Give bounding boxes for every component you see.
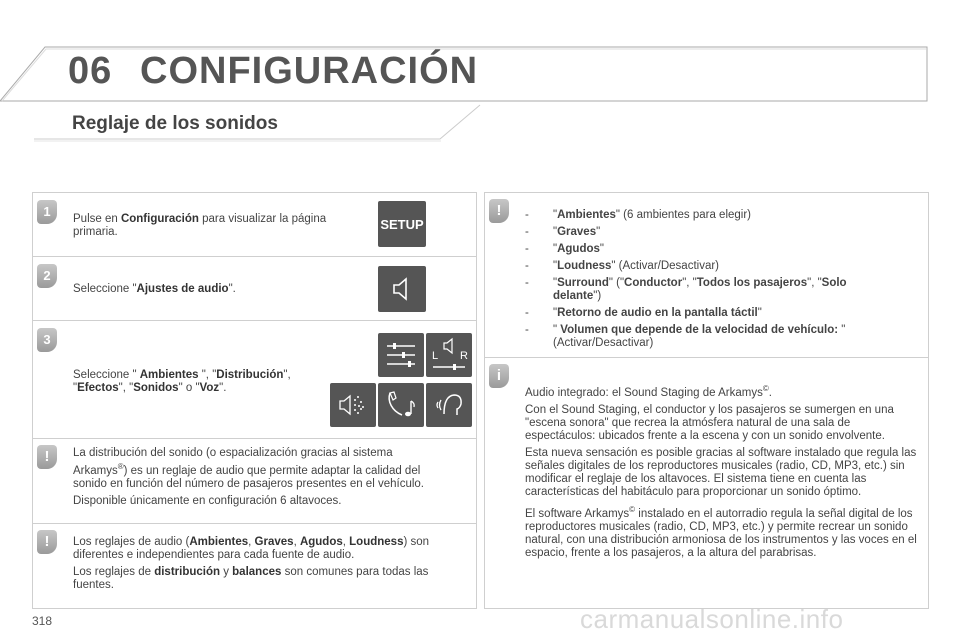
distribution-lr-icon bbox=[426, 333, 472, 377]
sounds-music-note-icon bbox=[378, 383, 424, 427]
step-3 bbox=[33, 321, 476, 439]
step-badge: 2 bbox=[37, 264, 57, 288]
section-title: Reglaje de los sonidos bbox=[72, 113, 278, 134]
list-item: - "Loudness" (Activar/Desactivar) bbox=[525, 260, 720, 272]
list-item: - "Retorno de audio en la pantalla táctil" bbox=[525, 307, 762, 319]
info-icon: i bbox=[489, 364, 509, 388]
warning-icon: ! bbox=[37, 445, 57, 469]
voice-icon bbox=[426, 383, 472, 427]
options-list bbox=[525, 209, 885, 354]
step-2-text: Seleccione "Ajustes de audio". bbox=[73, 283, 236, 295]
page-number: 318 bbox=[32, 614, 53, 628]
options-panel bbox=[484, 192, 929, 609]
info-note-distribution-text: La distribución del sonido (o espacialización gracias al sistema Arkamys®) es un reglaje de audio que permite adaptar la calidad del sonido en función del número de pasajeros presentes en el vehículo. Disponible únicamente en configuración 6 altavoces. bbox=[73, 447, 424, 507]
chapter-number: 06 bbox=[68, 50, 113, 92]
audio-options-list bbox=[485, 193, 928, 358]
effects-speaker-icon bbox=[330, 383, 376, 427]
step-badge: 1 bbox=[37, 200, 57, 224]
step-badge: 3 bbox=[37, 328, 57, 352]
list-item: - "Graves" bbox=[525, 226, 601, 238]
info-note-audio-settings-text: Los reglajes de audio (Ambientes, Graves, Agudos, Loudness) son diferentes e independientes para cada fuente de audio. Los reglajes de distribución y balances son comunes para todas las fuentes. bbox=[73, 536, 430, 591]
list-item: - "Agudos" bbox=[525, 243, 604, 255]
setup-button-icon: SETUP bbox=[378, 201, 426, 247]
step-1-text: Pulse en Configuración para visualizar la página primaria. bbox=[73, 213, 327, 238]
info-note-arkamys bbox=[485, 358, 928, 608]
list-item: - "Ambientes" (6 ambientes para elegir) bbox=[525, 209, 752, 221]
step-3-text: Seleccione " Ambientes ", "Distribución", "Efectos", "Sonidos" o "Voz". bbox=[73, 369, 291, 394]
ambiance-equalizer-icon bbox=[378, 333, 424, 377]
warning-icon: ! bbox=[489, 199, 509, 223]
speaker-icon bbox=[378, 266, 426, 312]
warning-icon: ! bbox=[37, 530, 57, 554]
info-note-audio-settings bbox=[33, 524, 476, 609]
info-note-distribution bbox=[33, 439, 476, 524]
lr-left-label: L bbox=[432, 350, 439, 362]
lr-right-label: R bbox=[460, 350, 468, 362]
watermark: carmanualsonline.info bbox=[580, 604, 844, 634]
chapter-title: CONFIGURACIÓN bbox=[140, 50, 479, 92]
list-item: - " Volumen que depende de la velocidad de vehículo: " (Activar/Desactivar) bbox=[525, 324, 846, 349]
steps-panel bbox=[32, 192, 477, 609]
list-item: - "Surround" ("Conductor", "Todos los pasajeros", "Solo delante") bbox=[525, 277, 847, 302]
step-1 bbox=[33, 193, 476, 257]
info-note-arkamys-text: Audio integrado: el Sound Staging de Arkamys©. Con el Sound Staging, el conductor y los pasajeros se sumergen en una "escena sonora" que recrea la atmósfera natural de una sala de espectáculos: ubicados frente a la escena y con un sonido envolvente. Esta nueva sensación es posible gracias al software instalado que regula las señales digitales de los reproductores musicales (radio, CD, MP3, etc.) sin modificar el reglaje de los altavoces. El sistema tiene en cuenta las características del habitáculo para proporcionar un sonido óptimo. El software Arkamys© instalado en el autorradio regula la señal digital de los reproductores musicales (radio, CD, MP3, etc.) y permite recrear un sonido natural, con una distribución armoniosa de los instrumentos y las voces en el espacio, frente a los pasajeros, a la altura del parabrisas. bbox=[525, 384, 917, 559]
step-2 bbox=[33, 257, 476, 321]
